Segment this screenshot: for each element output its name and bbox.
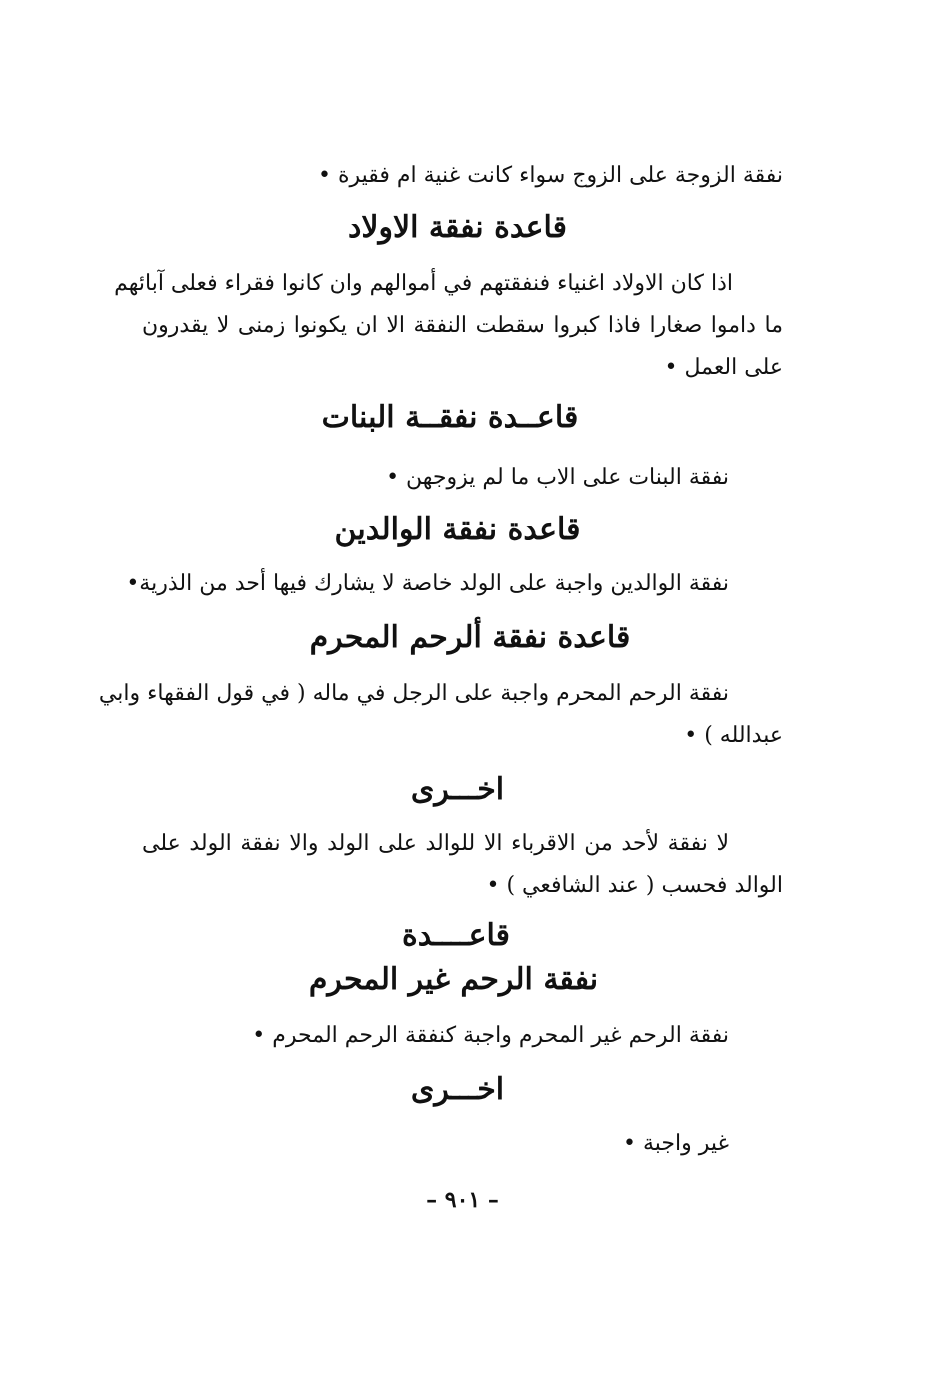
other1-line-1: لا نفقة لأحد من الاقرباء الا للوالد على الولد والا نفقة الولد على	[142, 831, 729, 856]
children-line-2: ما داموا صغارا فاذا كبروا سقطت النفقة الا ان يكونوا زمنى لا يقدرون	[142, 313, 783, 338]
heading-rule: قاعــــدة	[401, 918, 510, 953]
intro-line: نفقة الزوجة على الزوج سواء كانت غنية ام فقيرة •	[317, 163, 783, 188]
non-mahram-line-1: نفقة الرحم غير المحرم واجبة كنفقة الرحم المحرم •	[252, 1023, 729, 1048]
mahram-line-2: عبدالله ) •	[684, 723, 783, 748]
heading-children-maintenance: قاعدة نفقة الاولاد	[348, 210, 567, 245]
heading-parents-maintenance: قاعدة نفقة الوالدين	[334, 512, 581, 547]
other1-line-2: الوالد فحسب ( عند الشافعي ) •	[486, 873, 783, 898]
mahram-line-1: نفقة الرحم المحرم واجبة على الرجل في ماله ( في قول الفقهاء وابي	[98, 681, 729, 706]
parents-line-1: نفقة الوالدين واجبة على الولد خاصة لا يشارك فيها أحد من الذرية•	[126, 571, 729, 596]
daughters-line-1: نفقة البنات على الاب ما لم يزوجهن •	[386, 465, 729, 490]
subheading-non-mahram-kin: نفقة الرحم غير المحرم	[308, 962, 599, 997]
children-line-1: اذا كان الاولاد اغنياء فنفقتهم في أموالهم وان كانوا فقراء فعلى آبائهم	[114, 271, 733, 296]
other2-line-1: غير واجبة •	[622, 1131, 729, 1156]
children-line-3: على العمل •	[664, 355, 783, 380]
page-number: – ٩٠١ –	[426, 1187, 499, 1213]
heading-mahram-kin-maintenance: قاعدة نفقة ألرحم المحرم	[309, 620, 631, 655]
heading-other-1: اخـــرى	[410, 772, 505, 807]
heading-other-2: اخـــرى	[410, 1072, 505, 1107]
heading-daughters-maintenance: قاعــدة نفقــة البنات	[321, 400, 579, 435]
